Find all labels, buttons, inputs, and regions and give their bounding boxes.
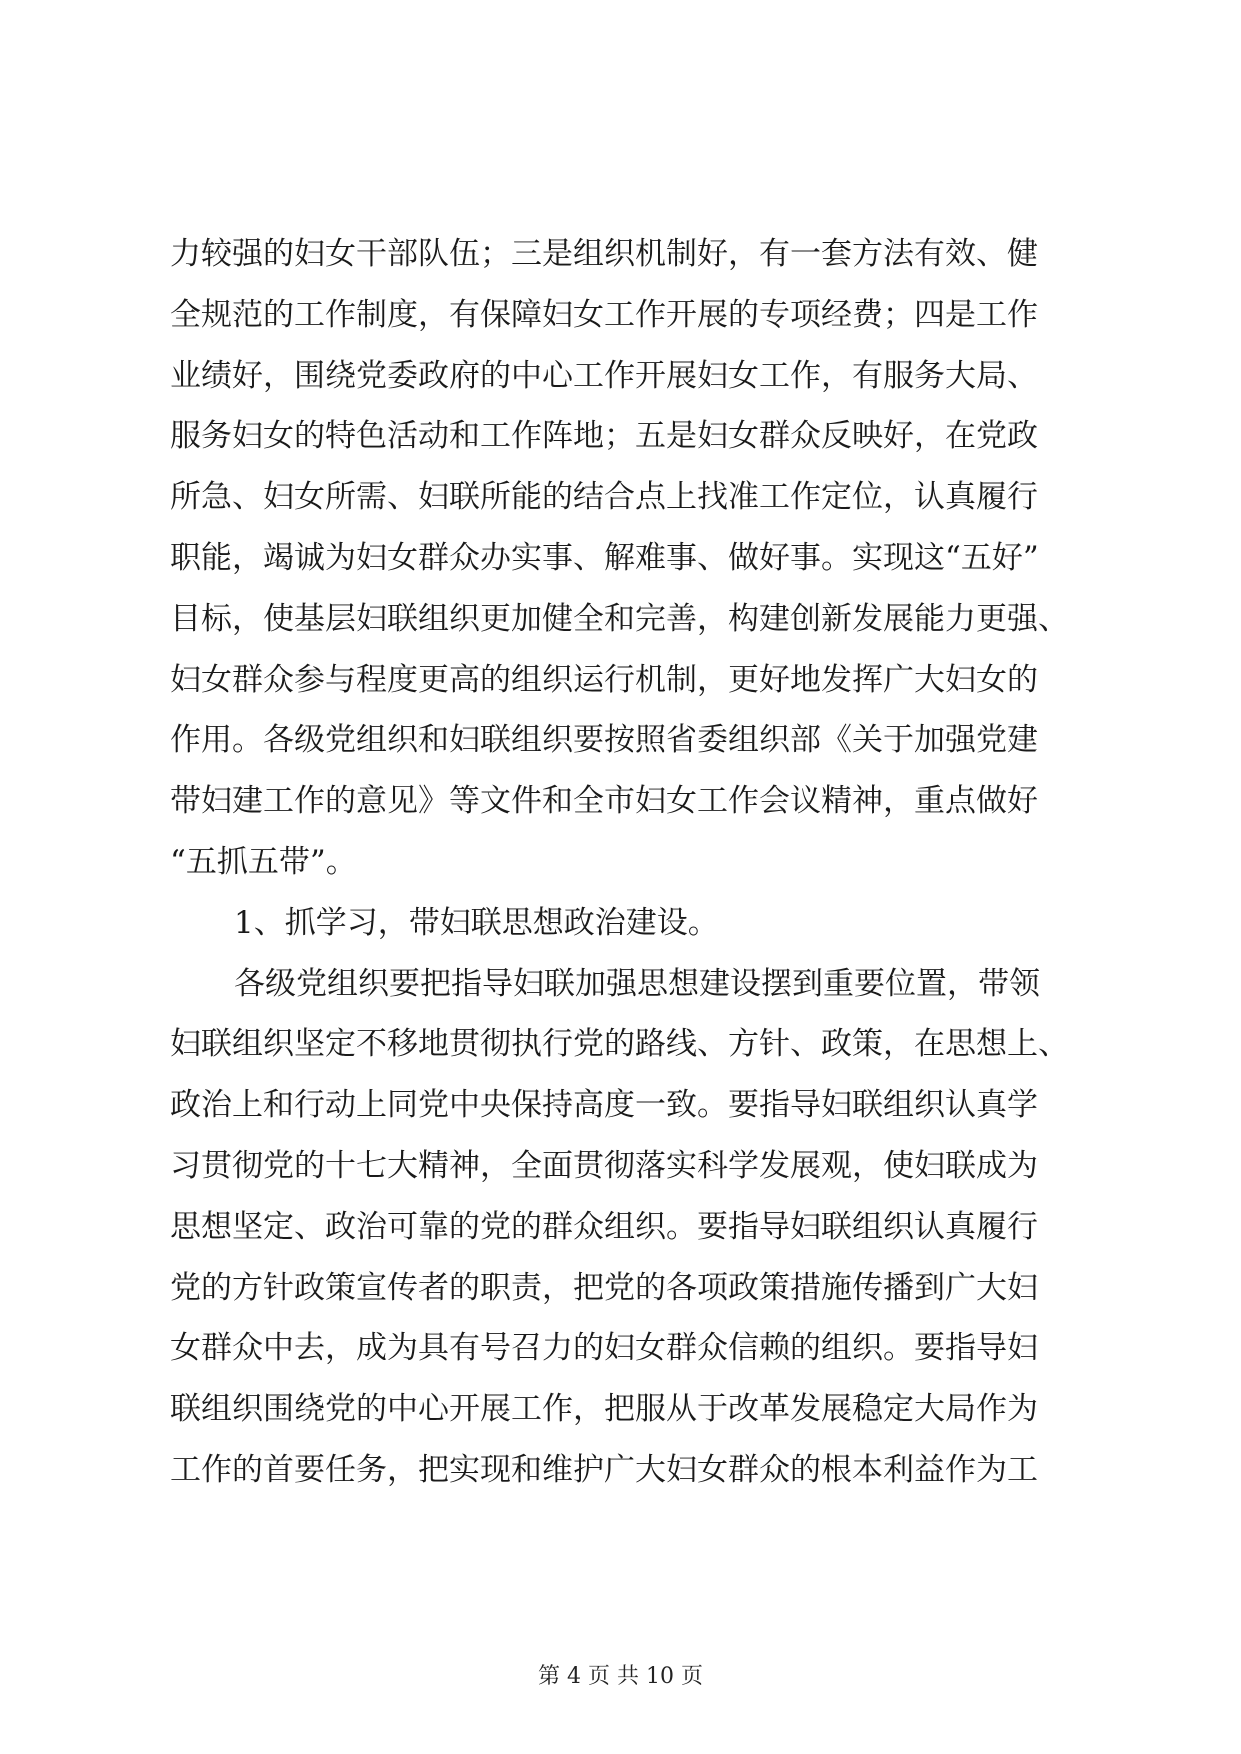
- text-line: 妇联组织坚定不移地贯彻执行党的路线、方针、政策，在思想上、: [170, 1026, 1069, 1063]
- section-heading: 1、抓学习，带妇联思想政治建设。: [234, 904, 719, 941]
- page-number-footer: 第 4 页 共 10 页: [538, 1664, 703, 1689]
- text-line: 力较强的妇女干部队伍；三是组织机制好，有一套方法有效、健: [170, 236, 1038, 272]
- text-line: 工作的首要任务，把实现和维护广大妇女群众的根本利益作为工: [170, 1451, 1038, 1488]
- text-line: 政治上和行动上同党中央保持高度一致。要指导妇联组织认真学: [170, 1087, 1038, 1124]
- text-line: 全规范的工作制度，有保障妇女工作开展的专项经费；四是工作: [170, 296, 1038, 333]
- body-text: [170, 224, 1080, 1501]
- text-line: 服务妇女的特色活动和工作阵地；五是妇女群众反映好，在党政: [170, 418, 1038, 455]
- text-line: 职能，竭诚为妇女群众办实事、解难事、做好事。实现这“五好”: [170, 539, 1039, 576]
- text-line: 党的方针政策宣传者的职责，把党的各项政策措施传播到广大妇: [170, 1269, 1038, 1306]
- text-line: 作用。各级党组织和妇联组织要按照省委组织部《关于加强党建: [170, 722, 1038, 759]
- text-line: 妇女群众参与程度更高的组织运行机制，更好地发挥广大妇女的: [170, 661, 1038, 698]
- text-line: 习贯彻党的十七大精神，全面贯彻落实科学发展观，使妇联成为: [170, 1147, 1038, 1184]
- text-line: 带妇建工作的意见》等文件和全市妇女工作会议精神，重点做好: [170, 783, 1038, 820]
- text-line: 所急、妇女所需、妇联所能的结合点上找准工作定位，认真履行: [170, 479, 1038, 516]
- text-line: 目标，使基层妇联组织更加健全和完善，构建创新发展能力更强、: [170, 600, 1069, 637]
- paragraph-first-line: 各级党组织要把指导妇联加强思想建设摆到重要位置，带领: [234, 965, 1040, 1002]
- text-line: 思想坚定、政治可靠的党的群众组织。要指导妇联组织认真履行: [170, 1208, 1038, 1245]
- text-line: 女群众中去，成为具有号召力的妇女群众信赖的组织。要指导妇: [170, 1330, 1038, 1367]
- text-line: 业绩好，围绕党委政府的中心工作开展妇女工作，有服务大局、: [170, 357, 1038, 394]
- text-line: “五抓五带”。: [170, 843, 357, 880]
- text-line: 联组织围绕党的中心开展工作，把服从于改革发展稳定大局作为: [170, 1391, 1038, 1428]
